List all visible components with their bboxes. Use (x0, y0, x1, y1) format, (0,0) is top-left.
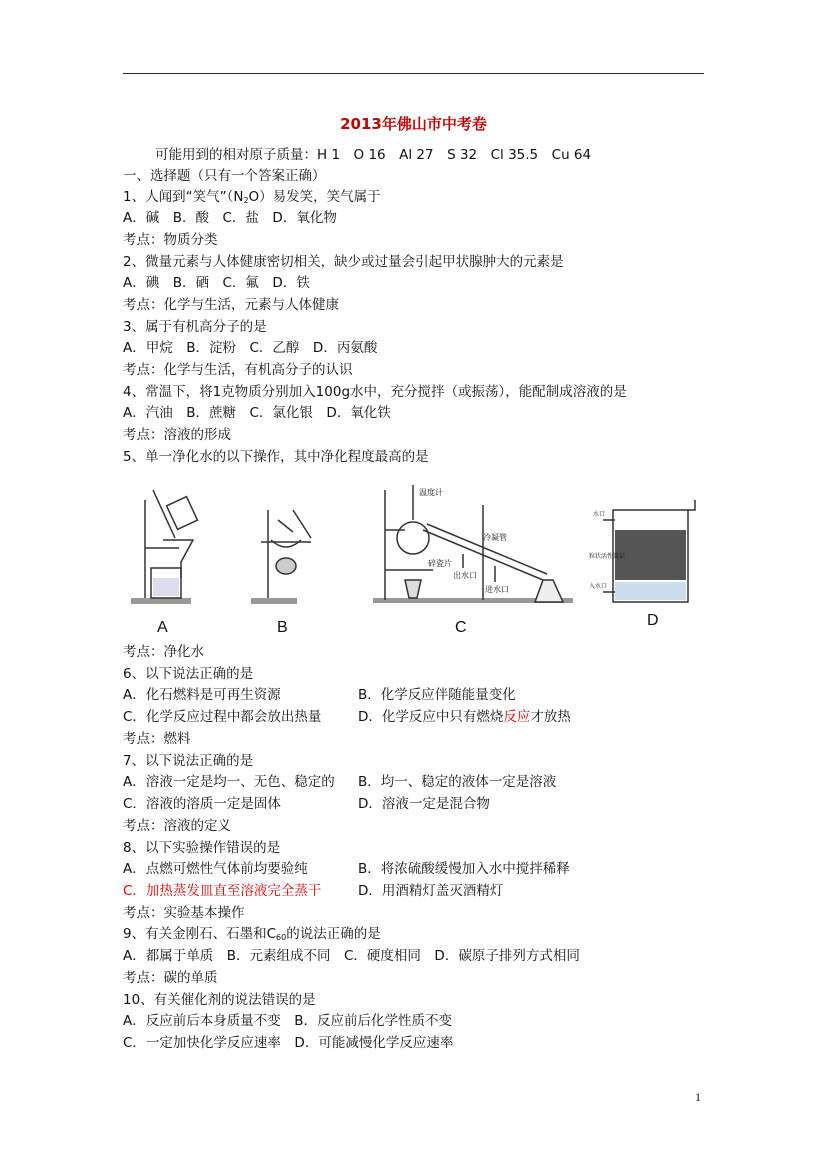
q8-option-d: D．用酒精灯盖灭酒精灯 (358, 883, 504, 899)
q5-stem: 5、单一净化水的以下操作，其中净化程度最高的是 (123, 449, 429, 465)
q4-stem: 4、常温下，将1克物质分别加入100g水中，充分搅拌（或振荡），能配制成溶液的是 (123, 384, 627, 400)
q8-options-row1 (123, 859, 570, 879)
q3-options: A．甲烷 B．淀粉 C．乙醇 D．丙氨酸 (123, 340, 378, 356)
atomic-masses: 可能用到的相对原子质量：H 1 O 16 Al 27 S 32 Cl 35.5 Cu 64 (155, 147, 592, 163)
header-rule (123, 73, 704, 74)
fig-text-chips: 碎瓷片 (428, 559, 452, 568)
q6-knowledge-point: 考点：燃料 (123, 731, 191, 747)
q2-stem: 2、微量元素与人体健康密切相关，缺少或过量会引起甲状腺肿大的元素是 (123, 254, 564, 270)
q4-knowledge-point: 考点：溶液的形成 (123, 427, 231, 443)
q9-options: A．都属于单质 B．元素组成不同 C．硬度相同 D．碳原子排列方式相同 (123, 948, 580, 964)
section-heading: 一、选择题（只有一个答案正确） (123, 168, 326, 184)
q9-stem: 9、有关金刚石、石墨和$C_{60}$的说法正确的是 (123, 926, 381, 942)
q7-option-c: C．溶液的溶质一定是固体 (123, 796, 281, 812)
fig-label-a: A (157, 619, 168, 636)
q4-options: A．汽油 B．蔗糖 C．氯化银 D．氧化铁 (123, 405, 391, 421)
q7-option-b: B．均一、稳定的液体一定是溶液 (358, 774, 557, 790)
q7-options-row1 (123, 772, 557, 792)
q6-stem: 6、以下说法正确的是 (123, 666, 254, 682)
fig-text-d-out: 水口 (593, 511, 606, 518)
page-number: 1 (695, 1090, 701, 1104)
q7-option-a: A．溶液一定是均一、无色、稳定的 (123, 774, 335, 790)
q7-stem: 7、以下说法正确的是 (123, 753, 254, 769)
q8-stem: 8、以下实验操作错误的是 (123, 840, 281, 856)
q10-options-row1: A．反应前后本身质量不变 B．反应前后化学性质不变 (123, 1013, 452, 1029)
q8-knowledge-point: 考点：实验基本操作 (123, 905, 245, 921)
q6-options-row1 (123, 685, 516, 705)
fig-text-d-in: 入水口 (589, 583, 608, 590)
apparatus-c-distillation (373, 485, 573, 603)
q3-knowledge-point: 考点：化学与生活，有机高分子的认识 (123, 362, 353, 378)
fig-text-d-carbon: 粒状活性炭层 (589, 553, 626, 560)
q8-option-c: C．加热蒸发皿直至溶液完全蒸干 (123, 883, 322, 899)
q6-option-a: A．化石燃料是可再生资源 (123, 687, 281, 703)
q6-option-c: C．化学反应过程中都会放出热量 (123, 709, 322, 725)
q7-options-row2 (123, 794, 490, 814)
q9-knowledge-point: 考点：碳的单质 (123, 970, 218, 986)
q2-knowledge-point: 考点：化学与生活，元素与人体健康 (123, 297, 339, 313)
fig-text-thermometer: 温度计 (419, 488, 443, 497)
fig-label-d: D (647, 612, 659, 629)
q2-options: A．碘 B．硒 C．氟 D．铁 (123, 275, 310, 291)
q10-options-row2: C．一定加快化学反应速率 D．可能减慢化学反应速率 (123, 1035, 454, 1051)
q8-options-row2 (123, 881, 504, 901)
q3-stem: 3、属于有机高分子的是 (123, 319, 267, 335)
fig-label-c: C (455, 619, 467, 636)
fig-text-water-in: 进水口 (485, 585, 509, 594)
q5-apparatus-figure (123, 480, 703, 640)
fig-text-water-out: 出水口 (453, 571, 477, 580)
q8-option-a: A．点燃可燃性气体前均要验纯 (123, 861, 308, 877)
fig-text-condenser: 冷凝管 (483, 533, 507, 542)
apparatus-b-heating (251, 510, 311, 604)
q8-option-b: B．将浓硫酸缓慢加入水中搅拌稀释 (358, 861, 570, 877)
q7-option-d: D．溶液一定是混合物 (358, 796, 490, 812)
q1-stem: 1、人闻到“笑气$”(N_2O)$易发笑，笑气属于 (123, 189, 381, 205)
apparatus-d-purifier (603, 500, 695, 602)
q6-option-b: B．化学反应伴随能量变化 (358, 687, 516, 703)
q10-stem: 10、有关催化剂的说法错误的是 (123, 992, 316, 1008)
q6-options-row2 (123, 707, 571, 727)
fig-label-b: B (277, 619, 288, 636)
q5-knowledge-point: 考点：净化水 (123, 644, 204, 660)
q6-option-d: D．化学反应中只有燃烧反应才放热 (358, 709, 571, 725)
q1-knowledge-point: 考点：物质分类 (123, 232, 218, 248)
page-title: 2013年佛山市中考卷 (340, 115, 487, 133)
q1-options: A．碱 B．酸 C．盐 D．氧化物 (123, 210, 337, 226)
q7-knowledge-point: 考点：溶液的定义 (123, 818, 231, 834)
apparatus-a-filtration (131, 490, 197, 604)
